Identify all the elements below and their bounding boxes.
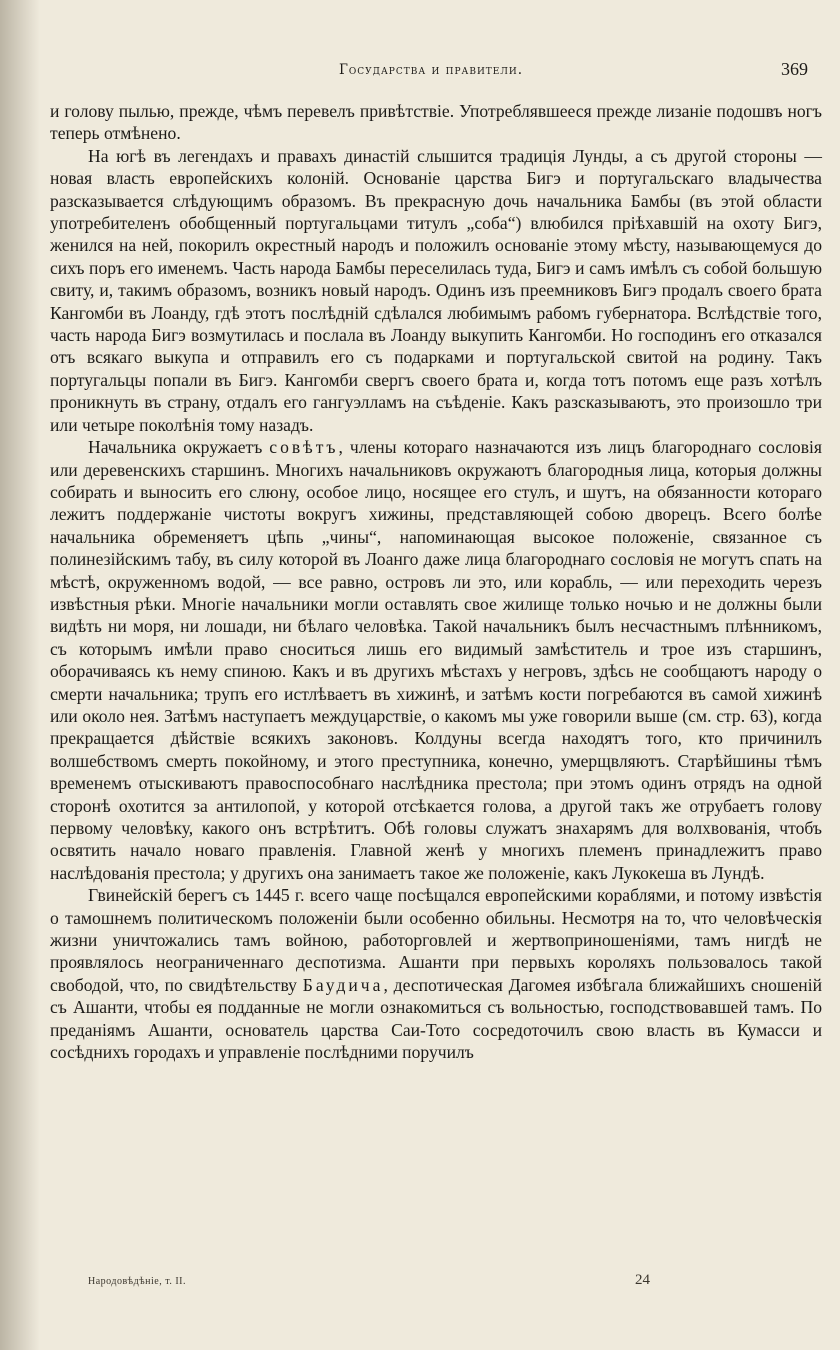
paragraph-continuation [50,100,822,145]
paragraph-guinea-coast [50,884,822,1063]
page-number: 369 [781,59,808,79]
paragraph-text: , деспотическая Дагомея избѣгала ближайшихъ сношеній съ Ашанти, чтобы ея подданные не могли ознакомиться съ вольностью, господствовавшей тамъ. По преданіямъ Ашанти, основатель царства Саи-Тото сосредоточилъ свою власть въ Кумасси и сосѣднихъ городахъ и управленіе послѣдними поручилъ [50,974,822,1063]
emphasized-author-name: Баудича [302,974,384,995]
binding-shadow [0,0,40,1350]
emphasized-term: совѣтъ [269,437,339,458]
sheet-number: 24 [635,1272,650,1288]
running-title: Государства и правители. [338,62,524,78]
printer-signature: Народовѣдѣніе, т. II. [88,1276,186,1287]
paragraph-text: , члены котораго назначаются изъ лицъ благороднаго сословія или деревенскихъ старшинъ. Многихъ начальниковъ окружаютъ благородныя лица, которыя должны собирать и выносить его слюну, особое лицо, носящее его стулъ, и шутъ, на обязанности котораго лежитъ поддержаніе чистоты вокругъ хижины, представляющей собою дворецъ. Всего болѣе начальника обременяетъ цѣпь „чины“, напоминающая высокое положеніе, связанное съ полинезійскимъ табу, въ силу которой въ Лоанго даже лица благороднаго сословія не могутъ спать на мѣстѣ, окруженномъ водой, — все равно, островъ ли это, или корабль, — или переходить черезъ извѣстныя рѣки. Многіе начальники могли оставлять свое жилище только ночью и не должны были видѣть ни моря, ни лошади, ни бѣлаго человѣка. Такой начальникъ былъ несчастнымъ плѣнникомъ, съ которымъ имѣли право сноситься лишь его видимый замѣститель и трое изъ старшинъ, оборачиваясь къ нему спиною. Какъ и въ другихъ мѣстахъ у негровъ, здѣсь не сообщаютъ народу о смерти начальника; трупъ его истлѣваетъ въ хижинѣ, и затѣмъ кости погребаются въ самой хижинѣ или около нея. Затѣмъ наступаетъ междуцарствіе, о какомъ мы уже говорили выше (см. стр. 63), когда прекращается дѣйствіе всякихъ законовъ. Колдуны всегда находятъ того, кто причинилъ волшебствомъ смерть покойному, и этого преступника, конечно, умерщвляютъ. Старѣйшины тѣмъ временемъ отыскиваютъ правоспособнаго наслѣдника престола; при этомъ одинъ отрядъ на одной сторонѣ охотится за антилопой, у которой отсѣкается голова, а другой такъ же отрубаетъ голову первому человѣку, какого онъ встрѣтитъ. Обѣ головы служатъ знахарямъ для волхвованія, чтобъ освятить начало новаго правленія. Главной женѣ у многихъ племенъ принадлежитъ право наслѣдованія престола; у другихъ она занимаетъ такое же положеніе, какъ Лукокеша въ Лундѣ. [50,437,822,883]
page-header [52,59,810,86]
paragraph-lunda-bihe [50,145,822,436]
body-text [50,100,822,1063]
paragraph-text: и голову пылью, прежде, чѣмъ перевелъ привѣтствіе. Употреблявшееся прежде лизаніе подошвъ ногъ теперь отмѣнено. [50,101,822,144]
page-footer [60,1272,780,1302]
paragraph-text: Гвинейскій берегъ съ 1445 г. всего чаще посѣщался европейскими кораблями, и потому извѣстія о тамошнемъ политическомъ положеніи были особенно обильны. Несмотря на то, что человѣческія жизни уничтожались тамъ войною, работорговлей и жертвоприношеніями, тамъ нигдѣ не проявлялось неограниченнаго деспотизма. Ашанти при первыхъ короляхъ пользовалось такой свободой, что, по свидѣтельству [50,885,822,995]
paragraph-text: Начальника окружаетъ [88,437,270,458]
paragraph-text: На югѣ въ легендахъ и правахъ династій слышится традиція Лунды, а съ другой стороны — новая власть европейскихъ колоній. Основаніе царства Бигэ и португальскаго владычества разсказывается слѣдующимъ образомъ. Въ прекрасную дочь начальника Бамбы (въ этой области употребителенъ обобщенный португальцами титулъ „соба“) влюбился пріѣхавшій на охоту Бигэ, женился на ней, покорилъ окрестный народъ и положилъ основаніе этому мѣсту, называющемуся до сихъ поръ его именемъ. Часть народа Бамбы переселилась туда, Бигэ и самъ имѣлъ съ собой большую свиту, и, такимъ образомъ, возникъ новый народъ. Одинъ изъ преемниковъ Бигэ продалъ своего брата Кангомби въ Лоанду, гдѣ этотъ послѣдній сдѣлался любимымъ рабомъ губернатора. Вслѣдствіе того, часть народа Бигэ возмутилась и послала въ Лоанду выкупить Кангомби. Но господинъ его отказался отъ всякаго выкупа и отправилъ его съ подарками и португальской свитой на родину. Такъ португальцы попали въ Бигэ. Кангомби свергъ своего брата и, когда тотъ потомъ еще разъ хотѣлъ проникнуть въ страну, отдалъ его гангуэлламъ на съѣденіе. Какъ разсказываютъ, это произошло три или четыре поколѣнія тому назадъ. [50,145,822,435]
paragraph-council [50,436,822,884]
